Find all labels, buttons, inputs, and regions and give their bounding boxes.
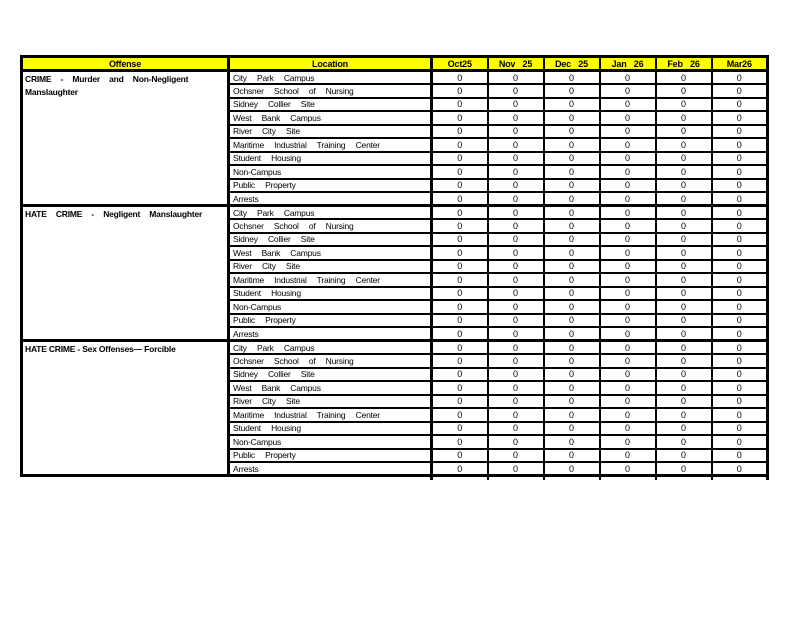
value-cell: 0 — [432, 287, 488, 301]
value-cell: 0 — [712, 192, 768, 206]
value-cell: 0 — [656, 219, 712, 233]
location-cell: Ochsner School of Nursing — [229, 219, 432, 233]
value-cell: 0 — [544, 138, 600, 152]
value-cell: 0 — [600, 84, 656, 98]
value-cell: 0 — [488, 165, 544, 179]
offense-cell: HATE CRIME - Sex Offenses— Forcible — [22, 341, 229, 476]
value-cell: 0 — [656, 192, 712, 206]
value-cell: 0 — [656, 341, 712, 355]
value-cell: 0 — [600, 273, 656, 287]
value-cell: 0 — [488, 395, 544, 409]
value-cell: 0 — [432, 260, 488, 274]
month-column-header-oct: Oct25 — [432, 57, 488, 71]
value-cell: 0 — [544, 206, 600, 220]
value-cell: 0 — [712, 462, 768, 476]
value-cell: 0 — [544, 179, 600, 193]
value-cell: 0 — [544, 300, 600, 314]
value-cell: 0 — [656, 152, 712, 166]
location-cell: West Bank Campus — [229, 111, 432, 125]
location-cell: Non-Campus — [229, 165, 432, 179]
stub-month — [432, 476, 488, 480]
value-cell: 0 — [712, 138, 768, 152]
value-cell: 0 — [432, 435, 488, 449]
value-cell: 0 — [488, 206, 544, 220]
location-cell: Maritime Industrial Training Center — [229, 408, 432, 422]
table-row — [22, 71, 768, 85]
value-cell: 0 — [544, 98, 600, 112]
value-cell: 0 — [432, 408, 488, 422]
value-cell: 0 — [712, 71, 768, 85]
value-cell: 0 — [544, 192, 600, 206]
value-cell: 0 — [432, 273, 488, 287]
value-cell: 0 — [432, 138, 488, 152]
location-cell: River City Site — [229, 260, 432, 274]
stub-month — [488, 476, 544, 480]
value-cell: 0 — [544, 341, 600, 355]
table-foot — [22, 476, 768, 480]
crime-statistics-table — [20, 55, 769, 480]
value-cell: 0 — [488, 84, 544, 98]
value-cell: 0 — [488, 219, 544, 233]
stub-month — [600, 476, 656, 480]
value-cell: 0 — [432, 381, 488, 395]
value-cell: 0 — [600, 165, 656, 179]
value-cell: 0 — [656, 408, 712, 422]
value-cell: 0 — [488, 260, 544, 274]
value-cell: 0 — [656, 246, 712, 260]
value-cell: 0 — [544, 314, 600, 328]
value-cell: 0 — [488, 246, 544, 260]
value-cell: 0 — [600, 381, 656, 395]
value-cell: 0 — [656, 273, 712, 287]
value-cell: 0 — [600, 260, 656, 274]
location-cell: Arrests — [229, 327, 432, 341]
location-cell: City Park Campus — [229, 341, 432, 355]
value-cell: 0 — [656, 381, 712, 395]
value-cell: 0 — [600, 435, 656, 449]
offense-column-header: Offense — [22, 57, 229, 71]
offense-cell: CRIME - Murder and Non-Negligent Manslaughter — [22, 71, 229, 206]
value-cell: 0 — [712, 125, 768, 139]
value-cell: 0 — [432, 422, 488, 436]
value-cell: 0 — [432, 111, 488, 125]
location-cell: Public Property — [229, 179, 432, 193]
location-cell: Student Housing — [229, 422, 432, 436]
value-cell: 0 — [600, 395, 656, 409]
value-cell: 0 — [488, 98, 544, 112]
location-column-header: Location — [229, 57, 432, 71]
month-column-header-jan: Jan 26 — [600, 57, 656, 71]
value-cell: 0 — [544, 368, 600, 382]
value-cell: 0 — [488, 111, 544, 125]
value-cell: 0 — [656, 98, 712, 112]
value-cell: 0 — [656, 314, 712, 328]
header-row — [22, 57, 768, 71]
value-cell: 0 — [488, 354, 544, 368]
value-cell: 0 — [712, 111, 768, 125]
value-cell: 0 — [712, 449, 768, 463]
value-cell: 0 — [432, 327, 488, 341]
value-cell: 0 — [488, 71, 544, 85]
value-cell: 0 — [544, 273, 600, 287]
value-cell: 0 — [544, 260, 600, 274]
value-cell: 0 — [432, 341, 488, 355]
stub-location — [229, 476, 432, 480]
value-cell: 0 — [544, 435, 600, 449]
value-cell: 0 — [544, 462, 600, 476]
table-row — [22, 206, 768, 220]
value-cell: 0 — [544, 125, 600, 139]
month-column-header-dec: Dec 25 — [544, 57, 600, 71]
value-cell: 0 — [600, 138, 656, 152]
value-cell: 0 — [712, 327, 768, 341]
value-cell: 0 — [712, 395, 768, 409]
value-cell: 0 — [488, 462, 544, 476]
value-cell: 0 — [432, 233, 488, 247]
location-cell: Maritime Industrial Training Center — [229, 138, 432, 152]
value-cell: 0 — [432, 395, 488, 409]
value-cell: 0 — [432, 125, 488, 139]
value-cell: 0 — [656, 368, 712, 382]
table-header — [22, 57, 768, 71]
value-cell: 0 — [712, 273, 768, 287]
value-cell: 0 — [488, 233, 544, 247]
month-column-header-nov: Nov 25 — [488, 57, 544, 71]
value-cell: 0 — [656, 449, 712, 463]
value-cell: 0 — [712, 165, 768, 179]
location-cell: River City Site — [229, 395, 432, 409]
value-cell: 0 — [656, 435, 712, 449]
value-cell: 0 — [432, 246, 488, 260]
value-cell: 0 — [656, 462, 712, 476]
location-cell: Ochsner School of Nursing — [229, 354, 432, 368]
value-cell: 0 — [544, 422, 600, 436]
value-cell: 0 — [712, 300, 768, 314]
value-cell: 0 — [656, 327, 712, 341]
value-cell: 0 — [600, 111, 656, 125]
value-cell: 0 — [544, 395, 600, 409]
value-cell: 0 — [600, 98, 656, 112]
value-cell: 0 — [488, 273, 544, 287]
value-cell: 0 — [712, 368, 768, 382]
location-cell: Non-Campus — [229, 435, 432, 449]
location-cell: Maritime Industrial Training Center — [229, 273, 432, 287]
value-cell: 0 — [432, 219, 488, 233]
value-cell: 0 — [656, 71, 712, 85]
value-cell: 0 — [712, 206, 768, 220]
value-cell: 0 — [432, 152, 488, 166]
location-cell: Arrests — [229, 462, 432, 476]
value-cell: 0 — [544, 246, 600, 260]
table-row — [22, 341, 768, 355]
value-cell: 0 — [656, 125, 712, 139]
location-cell: Sidney Collier Site — [229, 368, 432, 382]
location-cell: Non-Campus — [229, 300, 432, 314]
offense-cell: HATE CRIME - Negligent Manslaughter — [22, 206, 229, 341]
value-cell: 0 — [488, 179, 544, 193]
value-cell: 0 — [656, 138, 712, 152]
value-cell: 0 — [432, 71, 488, 85]
value-cell: 0 — [600, 179, 656, 193]
value-cell: 0 — [600, 233, 656, 247]
value-cell: 0 — [600, 368, 656, 382]
value-cell: 0 — [600, 314, 656, 328]
value-cell: 0 — [656, 111, 712, 125]
location-cell: Sidney Collier Site — [229, 233, 432, 247]
value-cell: 0 — [432, 165, 488, 179]
location-cell: Sidney Collier Site — [229, 98, 432, 112]
value-cell: 0 — [544, 84, 600, 98]
value-cell: 0 — [544, 449, 600, 463]
location-cell: Student Housing — [229, 152, 432, 166]
value-cell: 0 — [432, 84, 488, 98]
value-cell: 0 — [432, 206, 488, 220]
value-cell: 0 — [712, 246, 768, 260]
location-cell: Arrests — [229, 192, 432, 206]
month-column-header-feb: Feb 26 — [656, 57, 712, 71]
value-cell: 0 — [544, 287, 600, 301]
value-cell: 0 — [600, 125, 656, 139]
value-cell: 0 — [656, 179, 712, 193]
value-cell: 0 — [600, 71, 656, 85]
value-cell: 0 — [656, 260, 712, 274]
value-cell: 0 — [432, 314, 488, 328]
value-cell: 0 — [544, 408, 600, 422]
month-column-header-mar: Mar26 — [712, 57, 768, 71]
value-cell: 0 — [600, 341, 656, 355]
value-cell: 0 — [712, 314, 768, 328]
value-cell: 0 — [656, 84, 712, 98]
value-cell: 0 — [432, 462, 488, 476]
value-cell: 0 — [432, 368, 488, 382]
value-cell: 0 — [656, 354, 712, 368]
value-cell: 0 — [488, 435, 544, 449]
value-cell: 0 — [544, 71, 600, 85]
value-cell: 0 — [488, 341, 544, 355]
value-cell: 0 — [488, 152, 544, 166]
value-cell: 0 — [544, 381, 600, 395]
value-cell: 0 — [712, 408, 768, 422]
value-cell: 0 — [432, 192, 488, 206]
value-cell: 0 — [712, 354, 768, 368]
value-cell: 0 — [432, 179, 488, 193]
value-cell: 0 — [488, 368, 544, 382]
value-cell: 0 — [488, 408, 544, 422]
value-cell: 0 — [488, 192, 544, 206]
value-cell: 0 — [544, 219, 600, 233]
location-cell: River City Site — [229, 125, 432, 139]
value-cell: 0 — [712, 287, 768, 301]
value-cell: 0 — [656, 233, 712, 247]
value-cell: 0 — [656, 287, 712, 301]
value-cell: 0 — [600, 327, 656, 341]
value-cell: 0 — [600, 206, 656, 220]
value-cell: 0 — [432, 354, 488, 368]
value-cell: 0 — [600, 219, 656, 233]
value-cell: 0 — [656, 422, 712, 436]
value-cell: 0 — [600, 287, 656, 301]
value-cell: 0 — [712, 435, 768, 449]
value-cell: 0 — [544, 152, 600, 166]
value-cell: 0 — [544, 327, 600, 341]
value-cell: 0 — [712, 98, 768, 112]
value-cell: 0 — [600, 246, 656, 260]
stub-offense — [22, 476, 229, 480]
value-cell: 0 — [488, 287, 544, 301]
value-cell: 0 — [712, 152, 768, 166]
value-cell: 0 — [488, 300, 544, 314]
value-cell: 0 — [488, 138, 544, 152]
value-cell: 0 — [600, 300, 656, 314]
location-cell: West Bank Campus — [229, 246, 432, 260]
value-cell: 0 — [712, 233, 768, 247]
location-cell: City Park Campus — [229, 206, 432, 220]
stub-month — [712, 476, 768, 480]
value-cell: 0 — [488, 314, 544, 328]
value-cell: 0 — [544, 354, 600, 368]
value-cell: 0 — [544, 165, 600, 179]
value-cell: 0 — [488, 422, 544, 436]
table-body — [22, 71, 768, 476]
value-cell: 0 — [600, 462, 656, 476]
value-cell: 0 — [712, 381, 768, 395]
value-cell: 0 — [544, 111, 600, 125]
value-cell: 0 — [600, 449, 656, 463]
location-cell: West Bank Campus — [229, 381, 432, 395]
value-cell: 0 — [432, 300, 488, 314]
value-cell: 0 — [432, 98, 488, 112]
stub-month — [544, 476, 600, 480]
value-cell: 0 — [712, 260, 768, 274]
value-cell: 0 — [600, 408, 656, 422]
value-cell: 0 — [600, 354, 656, 368]
location-cell: Public Property — [229, 449, 432, 463]
value-cell: 0 — [488, 125, 544, 139]
border-stub-row — [22, 476, 768, 480]
value-cell: 0 — [712, 219, 768, 233]
stub-month — [656, 476, 712, 480]
value-cell: 0 — [712, 341, 768, 355]
location-cell: Ochsner School of Nursing — [229, 84, 432, 98]
value-cell: 0 — [488, 381, 544, 395]
location-cell: Student Housing — [229, 287, 432, 301]
value-cell: 0 — [600, 422, 656, 436]
value-cell: 0 — [712, 422, 768, 436]
value-cell: 0 — [656, 165, 712, 179]
value-cell: 0 — [488, 327, 544, 341]
value-cell: 0 — [488, 449, 544, 463]
location-cell: Public Property — [229, 314, 432, 328]
location-cell: City Park Campus — [229, 71, 432, 85]
value-cell: 0 — [544, 233, 600, 247]
value-cell: 0 — [712, 84, 768, 98]
value-cell: 0 — [432, 449, 488, 463]
value-cell: 0 — [656, 300, 712, 314]
value-cell: 0 — [600, 192, 656, 206]
value-cell: 0 — [656, 395, 712, 409]
value-cell: 0 — [656, 206, 712, 220]
value-cell: 0 — [712, 179, 768, 193]
value-cell: 0 — [600, 152, 656, 166]
